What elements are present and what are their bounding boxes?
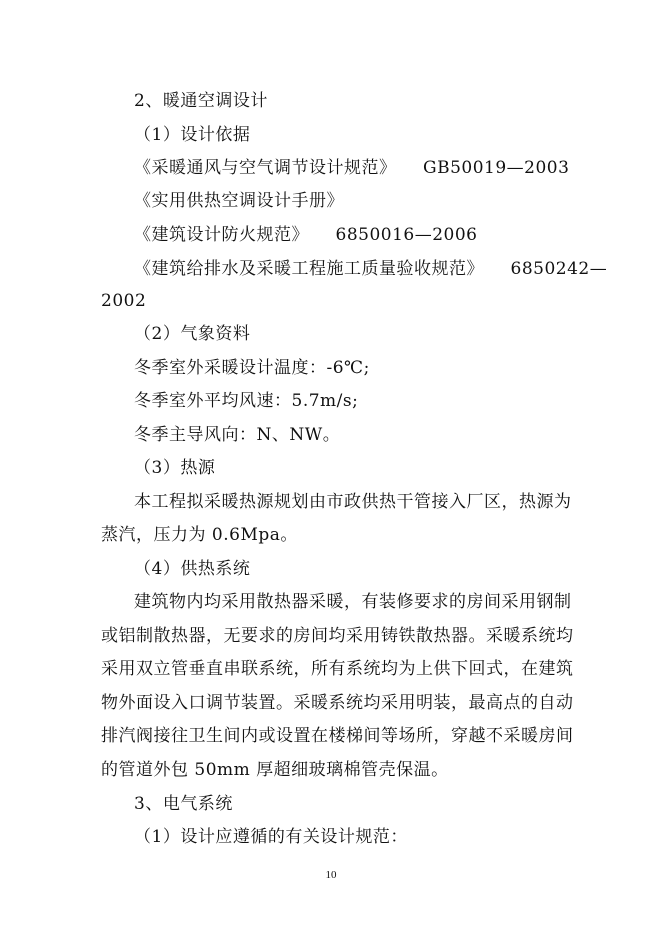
standard-plumbing-acceptance-year: 2002 [101, 291, 147, 311]
heating-system-paragraph-line-3: 采用双立管垂直串联系统，所有系统均为上供下回式，在建筑 [101, 659, 574, 679]
subsection-weather-data: （2）气象资料 [134, 324, 251, 344]
subsection-design-basis: （1）设计依据 [134, 125, 251, 145]
heating-system-paragraph-line-1: 建筑物内均采用散热器采暖，有装修要求的房间采用钢制 [134, 592, 572, 612]
heat-source-paragraph-line-2: 蒸汽，压力为 0.6Mpa。 [101, 525, 298, 545]
standard-heating-ventilation: 《采暖通风与空气调节设计规范》 GB50019—2003 [134, 158, 570, 178]
heating-system-paragraph-line-5: 排汽阀接往卫生间内或设置在楼梯间等场所，穿越不采暖房间 [101, 726, 574, 746]
weather-winter-wind-direction: 冬季主导风向：N、NW。 [134, 425, 341, 445]
subsection-electrical-codes: （1）设计应遵循的有关设计规范： [134, 827, 408, 847]
weather-winter-temperature: 冬季室外采暖设计温度：-6℃; [134, 358, 370, 378]
section-heading-electrical: 3、电气系统 [134, 794, 233, 814]
standard-plumbing-acceptance: 《建筑给排水及采暖工程施工质量验收规范》 6850242— [134, 259, 608, 279]
section-heading-hvac: 2、暖通空调设计 [134, 91, 268, 111]
heating-system-paragraph-line-4: 物外面设入口调节装置。采暖系统均采用明装，最高点的自动 [101, 693, 574, 713]
standard-fire-protection: 《建筑设计防火规范》 6850016—2006 [134, 225, 478, 245]
heating-system-paragraph-line-6: 的管道外包 50mm 厚超细玻璃棉管壳保温。 [101, 760, 449, 780]
page-number: 10 [325, 869, 337, 881]
weather-winter-wind-speed: 冬季室外平均风速：5.7m/s; [134, 391, 359, 411]
standard-heating-manual: 《实用供热空调设计手册》 [134, 191, 344, 211]
heat-source-paragraph-line-1: 本工程拟采暖热源规划由市政供热干管接入厂区，热源为 [134, 492, 572, 512]
subsection-heating-system: （4）供热系统 [134, 559, 251, 579]
heating-system-paragraph-line-2: 或铝制散热器，无要求的房间均采用铸铁散热器。采暖系统均 [101, 626, 574, 646]
subsection-heat-source: （3）热源 [134, 458, 216, 478]
